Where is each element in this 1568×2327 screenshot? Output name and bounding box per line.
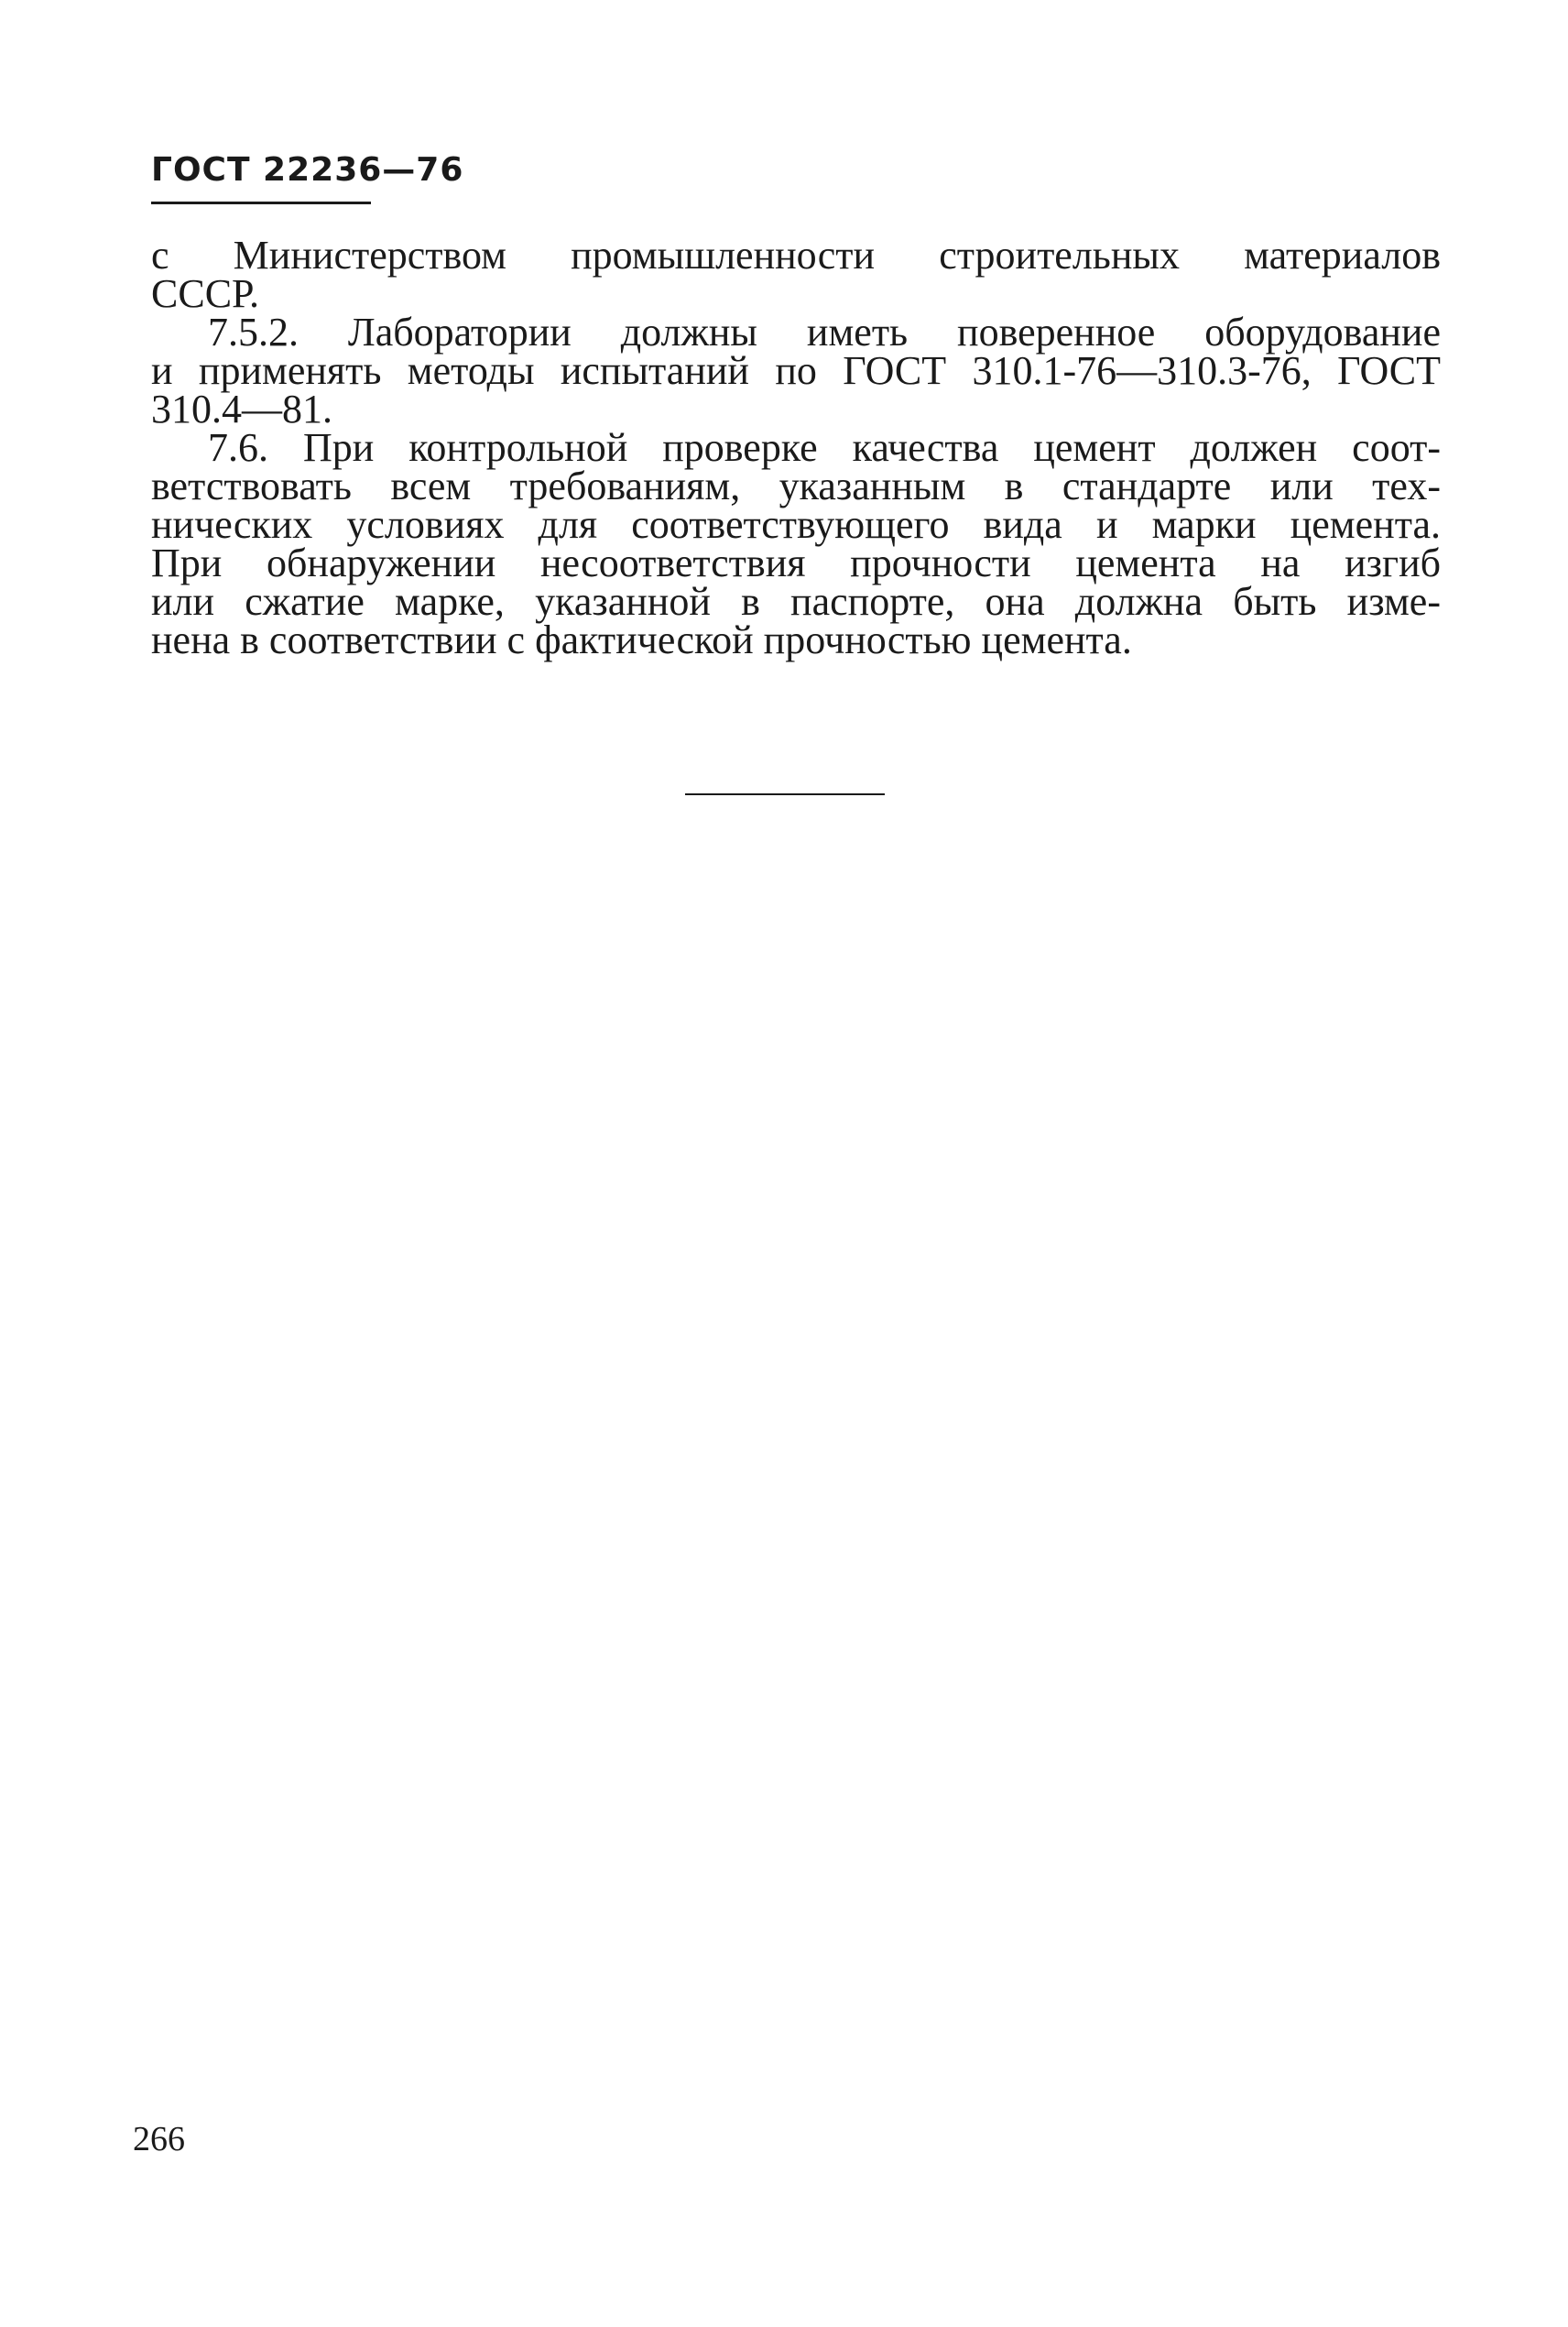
text-line: или сжатие марке, указанной в паспорте, она должна быть изме- bbox=[151, 579, 1441, 624]
paragraph-7-5-2-start: 7.5.2. Лаборатории должны иметь поверенное оборудование bbox=[208, 310, 1441, 355]
text-line: и применять методы испытаний по ГОСТ 310.1-76—310.3-76, ГОСТ bbox=[151, 348, 1441, 393]
text-line: СССР. bbox=[151, 271, 260, 316]
text-line: При обнаружении несоответствия прочности цемента на изгиб bbox=[151, 541, 1441, 585]
text-line: нена в соответствии с фактической прочностью цемента. bbox=[151, 617, 1132, 662]
text-line: ветствовать всем требованиям, указанным в стандарте или тех- bbox=[151, 464, 1441, 508]
text-line: с Министерством промышленности строительных материалов bbox=[151, 233, 1441, 278]
header-underline bbox=[151, 202, 371, 204]
text-line: нических условиях для соответствующего вида и марки цемента. bbox=[151, 502, 1441, 547]
page-number: 266 bbox=[133, 2120, 185, 2158]
document-body bbox=[151, 233, 1441, 662]
section-end-rule bbox=[685, 793, 885, 795]
text-line: 310.4—81. bbox=[151, 387, 332, 432]
document-header: ГОСТ 22236—76 bbox=[151, 151, 464, 189]
paragraph-7-6-start: 7.6. При контрольной проверке качества цемент должен соот- bbox=[208, 425, 1441, 470]
